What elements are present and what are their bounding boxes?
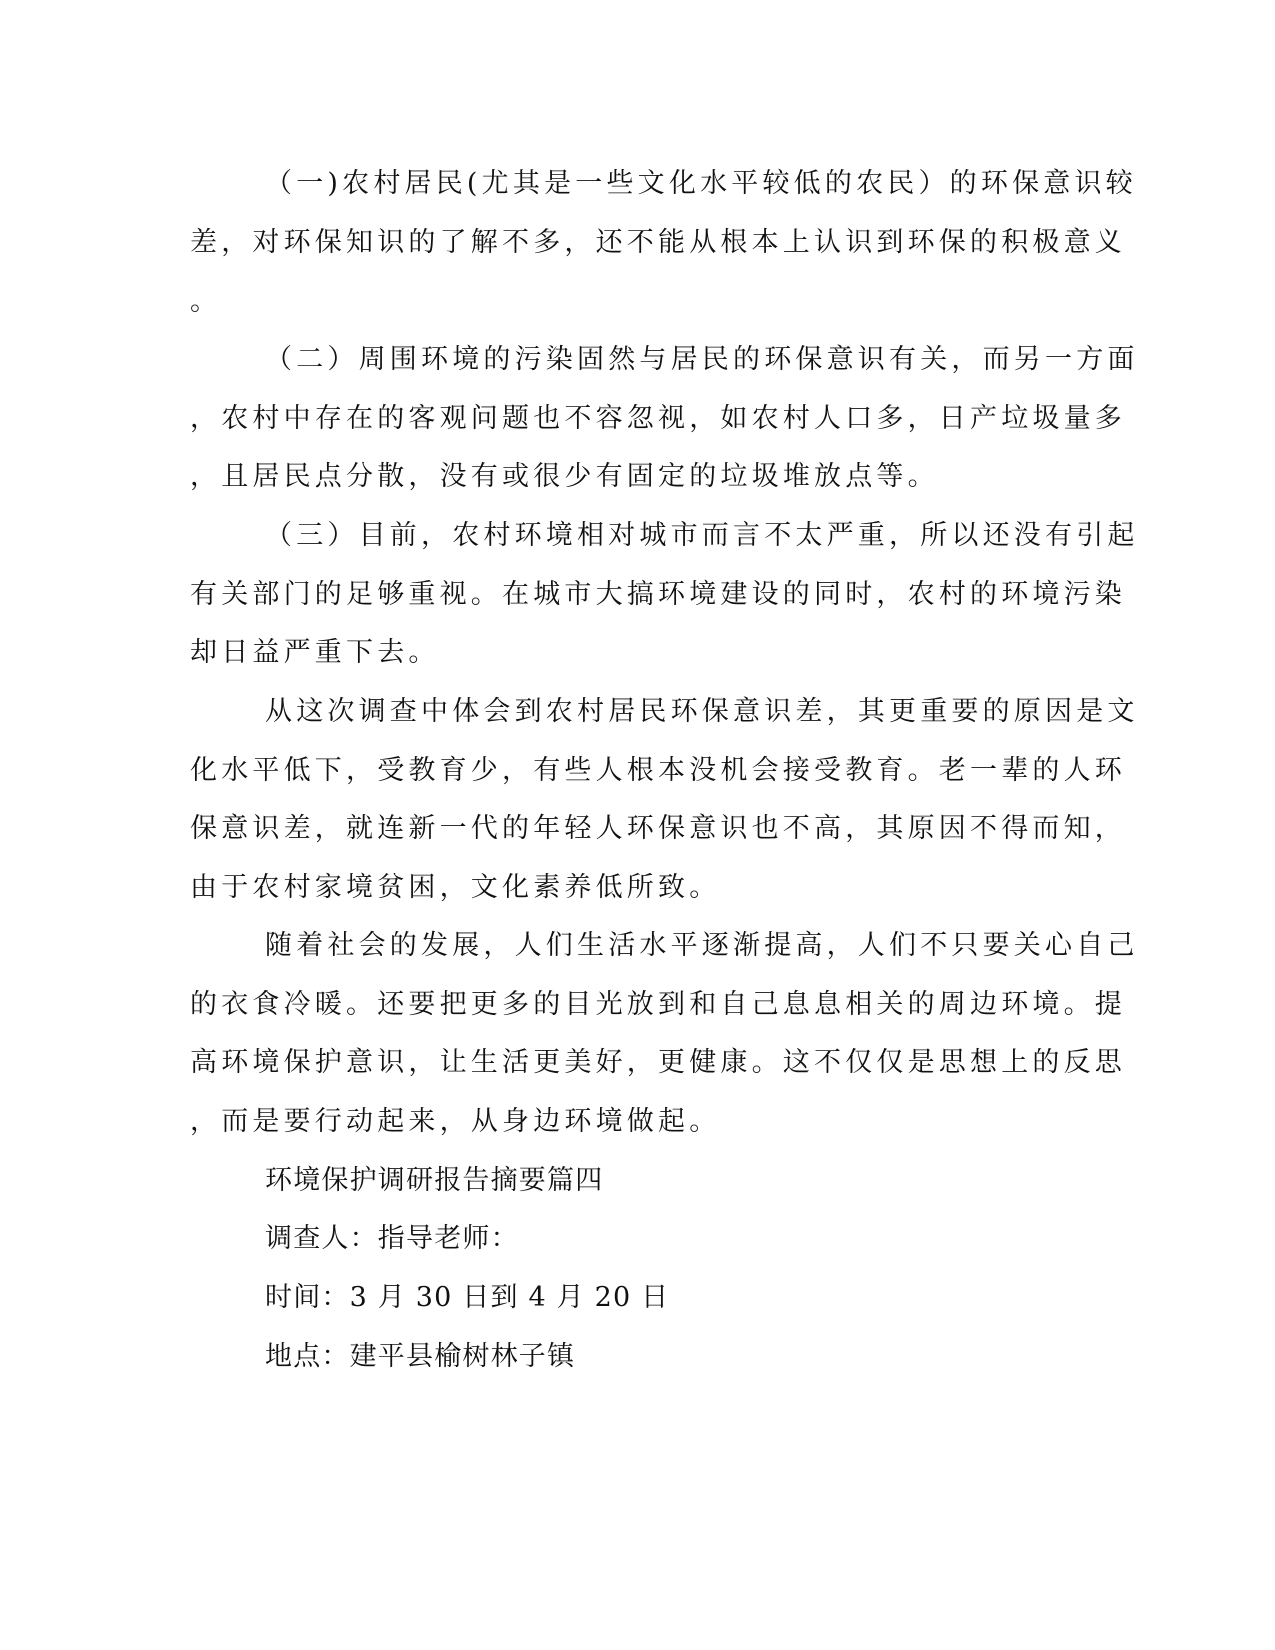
paragraph-2-line-1: （二）周围环境的污染固然与居民的环保意识有关，而另一方面 [265,344,1139,375]
section-title: 环境保护调研报告摘要篇四 [265,1165,604,1196]
paragraph-4-line-4: 由于农村家境贫困，文化素养低所致。 [190,872,721,903]
investigator-line: 调查人：指导老师： [265,1223,519,1254]
paragraph-3-line-3: 却日益严重下去。 [190,637,440,668]
paragraph-1-line-1: （一)农村居民(尤其是一些文化水平较低的农民）的环保意识较 [265,168,1137,199]
paragraph-1-line-2: 差，对环保知识的了解不多，还不能从根本上认识到环保的积极意义 [190,227,1126,258]
paragraph-4-line-1: 从这次调查中体会到农村居民环保意识差，其更重要的原因是文 [265,696,1139,727]
paragraph-4-line-2: 化水平低下，受教育少，有些人根本没机会接受教育。老一辈的人环 [190,755,1126,786]
paragraph-3-line-2: 有关部门的足够重视。在城市大搞环境建设的同时，农村的环境污染 [190,579,1126,610]
paragraph-4-line-3: 保意识差，就连新一代的年轻人环保意识也不高，其原因不得而知， [190,813,1126,844]
paragraph-2-line-3: ，且居民点分散，没有或很少有固定的垃圾堆放点等。 [190,461,939,492]
place-line: 地点：建平县榆树林子镇 [265,1341,576,1372]
paragraph-5-line-4: ，而是要行动起来，从身边环境做起。 [190,1106,721,1137]
paragraph-2-line-2: ，农村中存在的客观问题也不容忽视，如农村人口多，日产垃圾量多 [190,403,1126,434]
paragraph-3-line-1: （三）目前，农村环境相对城市而言不太严重，所以还没有引起 [265,520,1139,551]
paragraph-5-line-1: 随着社会的发展，人们生活水平逐渐提高，人们不只要关心自己 [265,930,1139,961]
paragraph-5-line-2: 的衣食冷暖。还要把更多的目光放到和自己息息相关的周边环境。提 [190,989,1126,1020]
paragraph-1-line-3: 。 [190,286,222,317]
time-line: 时间：3 月 30 日到 4 月 20 日 [265,1282,670,1313]
paragraph-5-line-3: 高环境保护意识，让生活更美好，更健康。这不仅仅是思想上的反思 [190,1047,1126,1078]
